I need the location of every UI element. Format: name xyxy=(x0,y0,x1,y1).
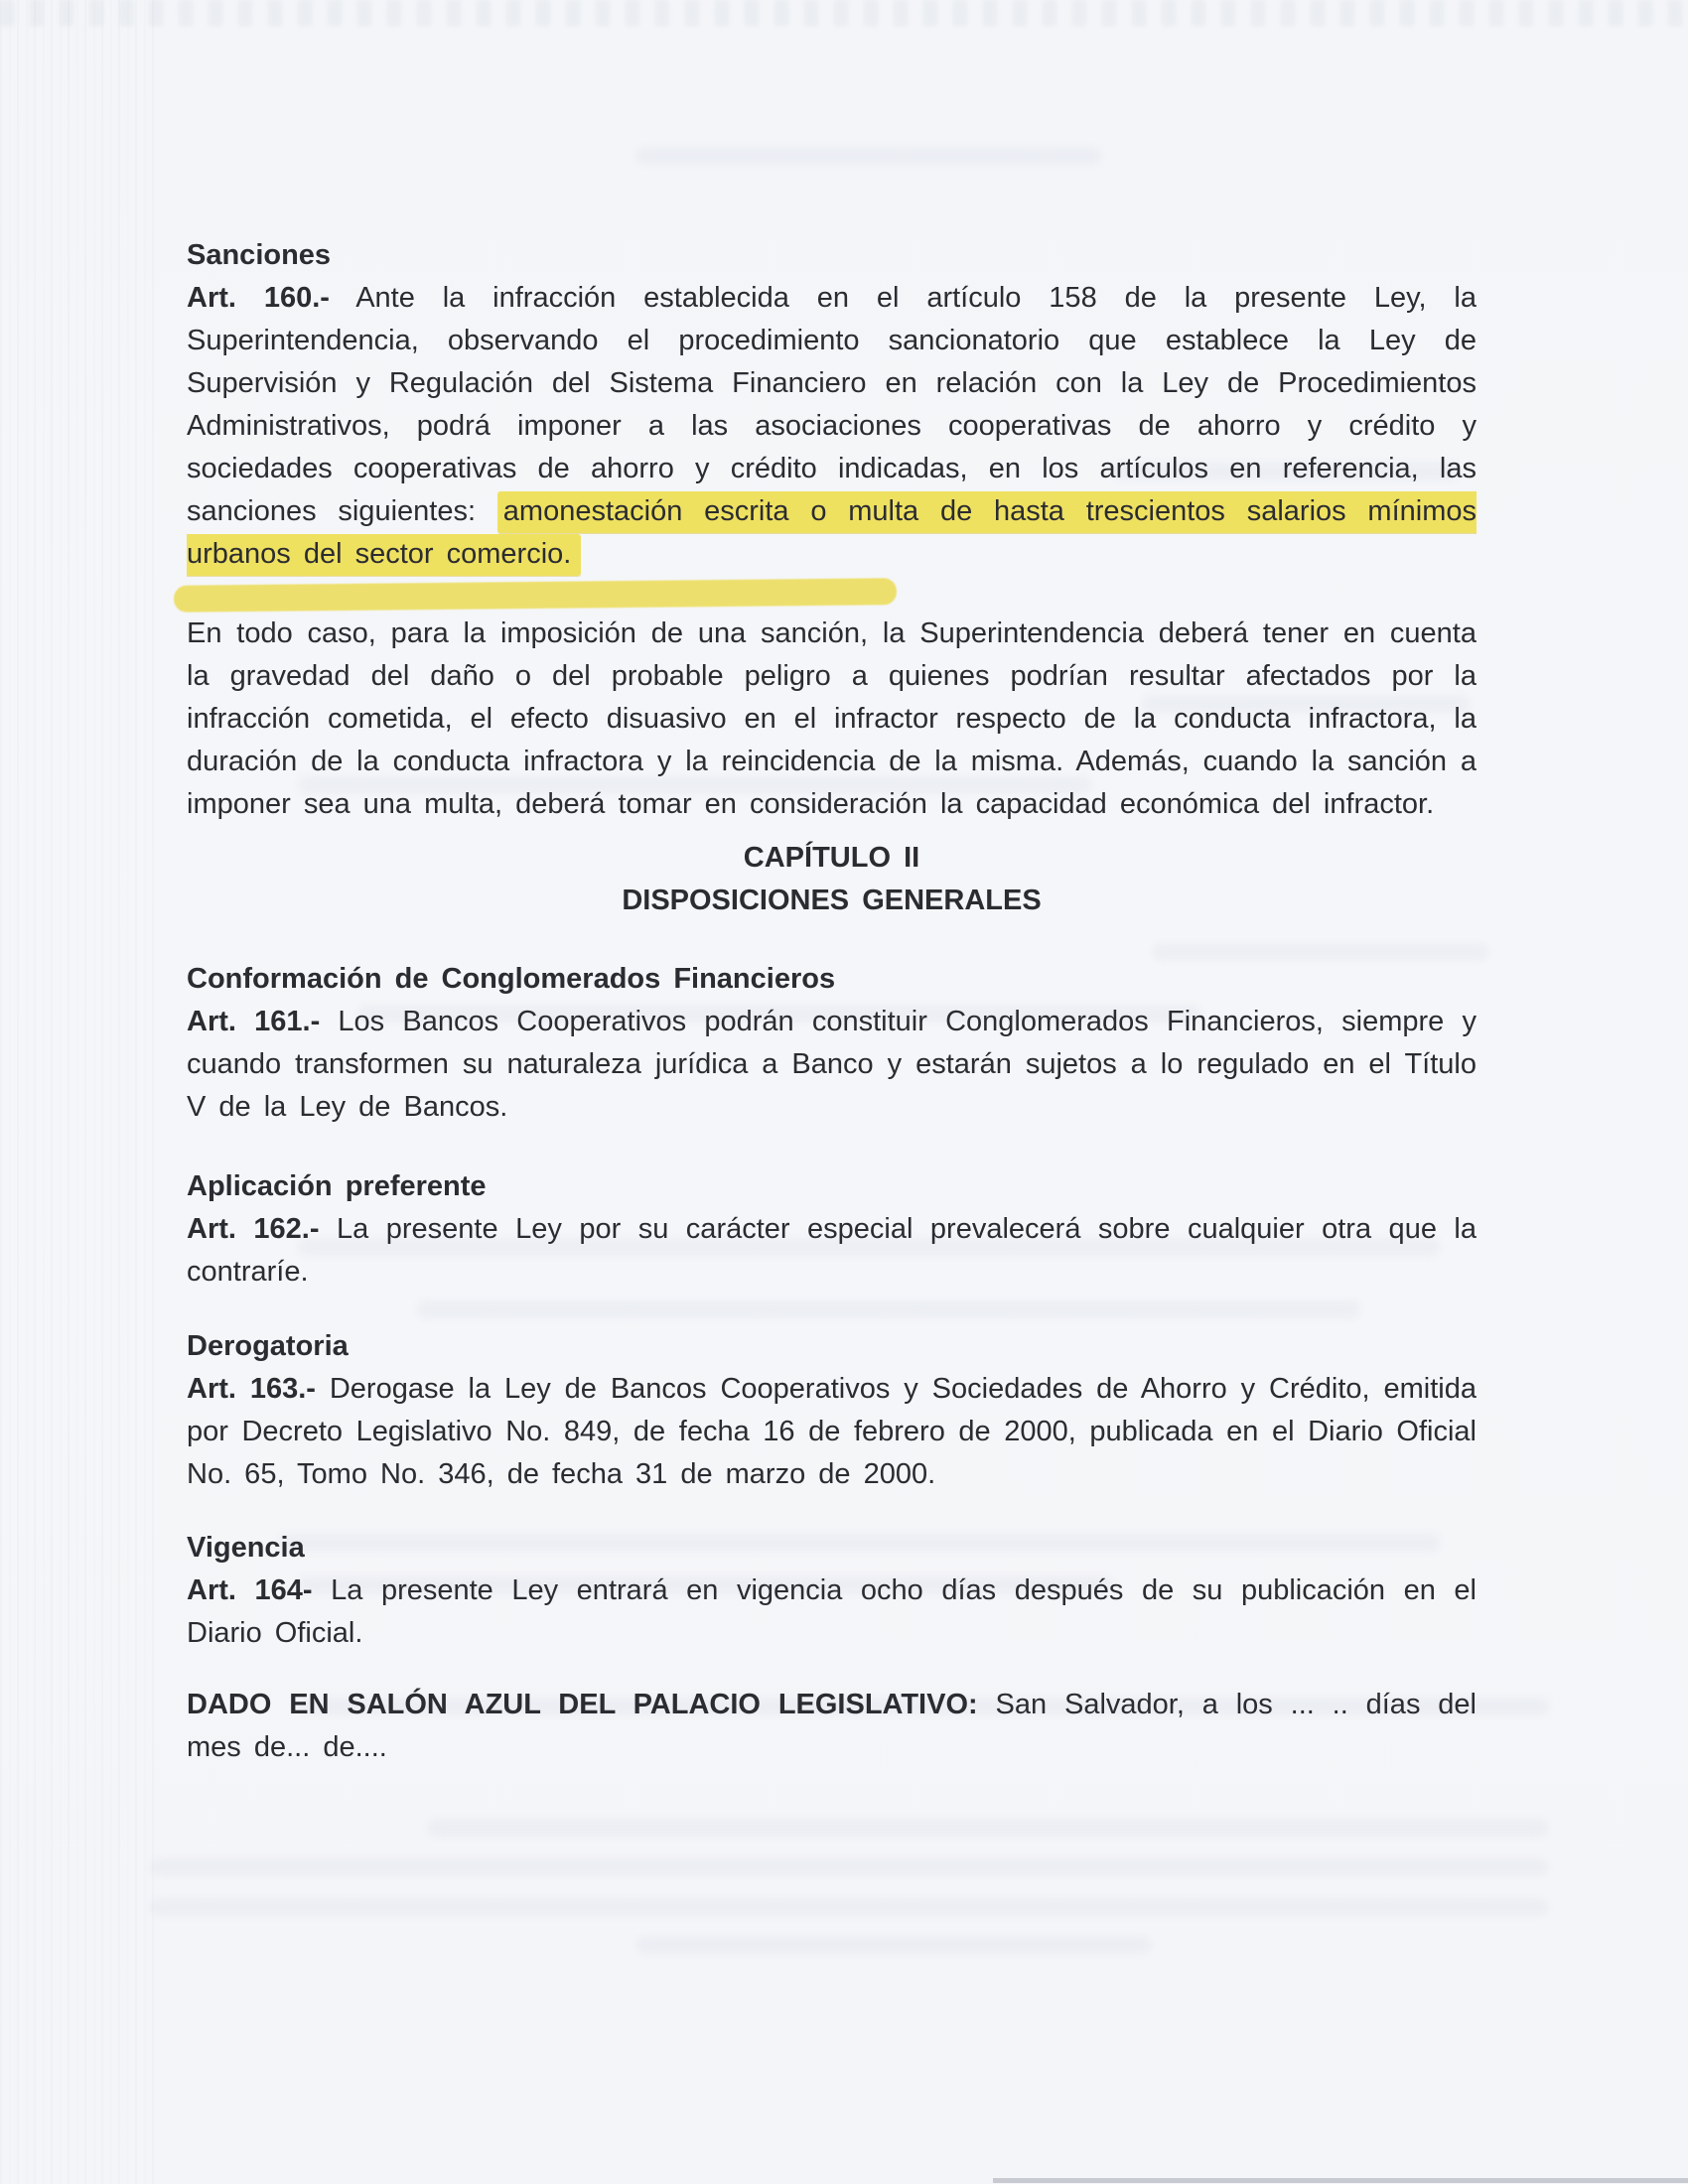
section-heading-sanciones: Sanciones xyxy=(187,239,332,271)
section-vigencia xyxy=(187,1527,1477,1655)
paragraph-en-todo-caso: En todo caso, para la imposición de una sanción, la Superintendencia deberá tener en cuenta la gravedad del daño o del probable peligro a quienes podrían resultar afectados por la infracción cometida, el efecto disuasivo en el infractor respecto de la conducta infractora, la duración de la conducta infractora y la reincidencia de la misma. Además, cuando la sanción a imponer sea una multa, deberá tomar en consideración la capacidad económica del infractor. xyxy=(187,617,1477,820)
section-heading-aplicacion: Aplicación preferente xyxy=(187,1170,487,1202)
paragraph-art-162 xyxy=(187,1208,1477,1294)
section-conformacion xyxy=(187,958,1477,1129)
article-162-label: Art. 162.- xyxy=(187,1213,320,1245)
bleed-through-smudge xyxy=(427,1819,1549,1837)
paragraph-art-161 xyxy=(187,1001,1477,1129)
article-163-body: Derogase la Ley de Bancos Cooperativos y Sociedades de Ahorro y Crédito, emitida por Decreto Legislativo No. 849, de fecha 16 de febrero de 2000, publicada en el Diario Oficial No. 65, Tomo No. 346, de fecha 31 de marzo de 2000. xyxy=(187,1373,1477,1490)
chapter-subtitle: DISPOSICIONES GENERALES xyxy=(622,885,1042,916)
chapter-title: CAPÍTULO II xyxy=(743,842,920,874)
bleed-through-smudge xyxy=(635,147,1102,165)
scan-edge-line-bottom xyxy=(993,2178,1688,2183)
scanner-streaks-artifact xyxy=(0,0,159,2184)
article-162-body: La presente Ley por su carácter especial prevalecerá sobre cualquier otra que la contraríe. xyxy=(187,1213,1477,1288)
section-closing xyxy=(187,1684,1477,1769)
bleed-through-smudge xyxy=(635,1936,1152,1954)
chapter-heading-block xyxy=(187,837,1477,922)
closing-label: DADO EN SALÓN AZUL DEL PALACIO LEGISLATIVO: xyxy=(187,1689,978,1720)
paragraph-art-163 xyxy=(187,1368,1477,1496)
scan-noise-top xyxy=(0,0,1688,26)
section-heading-vigencia: Vigencia xyxy=(187,1532,305,1564)
highlighted-sanction-text: amonestación escrita o multa de hasta trescientos salarios mínimos urbanos del sector comercio. xyxy=(187,491,1477,576)
article-161-label: Art. 161.- xyxy=(187,1006,321,1037)
section-heading-derogatoria: Derogatoria xyxy=(187,1330,349,1362)
article-161-body: Los Bancos Cooperativos podrán constituir Conglomerados Financieros, siempre y cuando transformen su naturaleza jurídica a Banco y estarán sujetos a lo regulado en el Título V de la Ley de Bancos. xyxy=(187,1006,1477,1123)
article-160-label: Art. 160.- xyxy=(187,282,330,314)
bleed-through-smudge xyxy=(149,1858,1549,1876)
section-heading-conformacion: Conformación de Conglomerados Financieros xyxy=(187,963,836,995)
bleed-through-smudge xyxy=(149,1898,1549,1916)
article-160-body: Ante la infracción establecida en el artículo 158 de la presente Ley, la Superintendencia, observando el procedimiento sancionatorio que establece la Ley de Supervisión y Regulación del Sistema Financiero en relación con la Ley de Procedimientos Administrativos, podrá imponer a las asociaciones cooperativas de ahorro y crédito y sociedades cooperativas de ahorro y crédito indicadas, en los artículos en referencia, las sanciones siguientes: xyxy=(187,282,1477,527)
paragraph-art-160 xyxy=(187,277,1477,576)
paragraph-dado-en-salon xyxy=(187,1684,1477,1769)
section-aplicacion xyxy=(187,1165,1477,1294)
document-text-column xyxy=(187,234,1477,1769)
paragraph-art-164 xyxy=(187,1570,1477,1655)
article-163-label: Art. 163.- xyxy=(187,1373,316,1405)
article-164-label: Art. 164- xyxy=(187,1574,313,1606)
article-164-body: La presente Ley entrará en vigencia ocho días después de su publicación en el Diario Oficial. xyxy=(187,1574,1477,1649)
closing-body: San Salvador, a los ... .. días del mes de... de.... xyxy=(187,1689,1477,1763)
section-derogatoria xyxy=(187,1325,1477,1496)
